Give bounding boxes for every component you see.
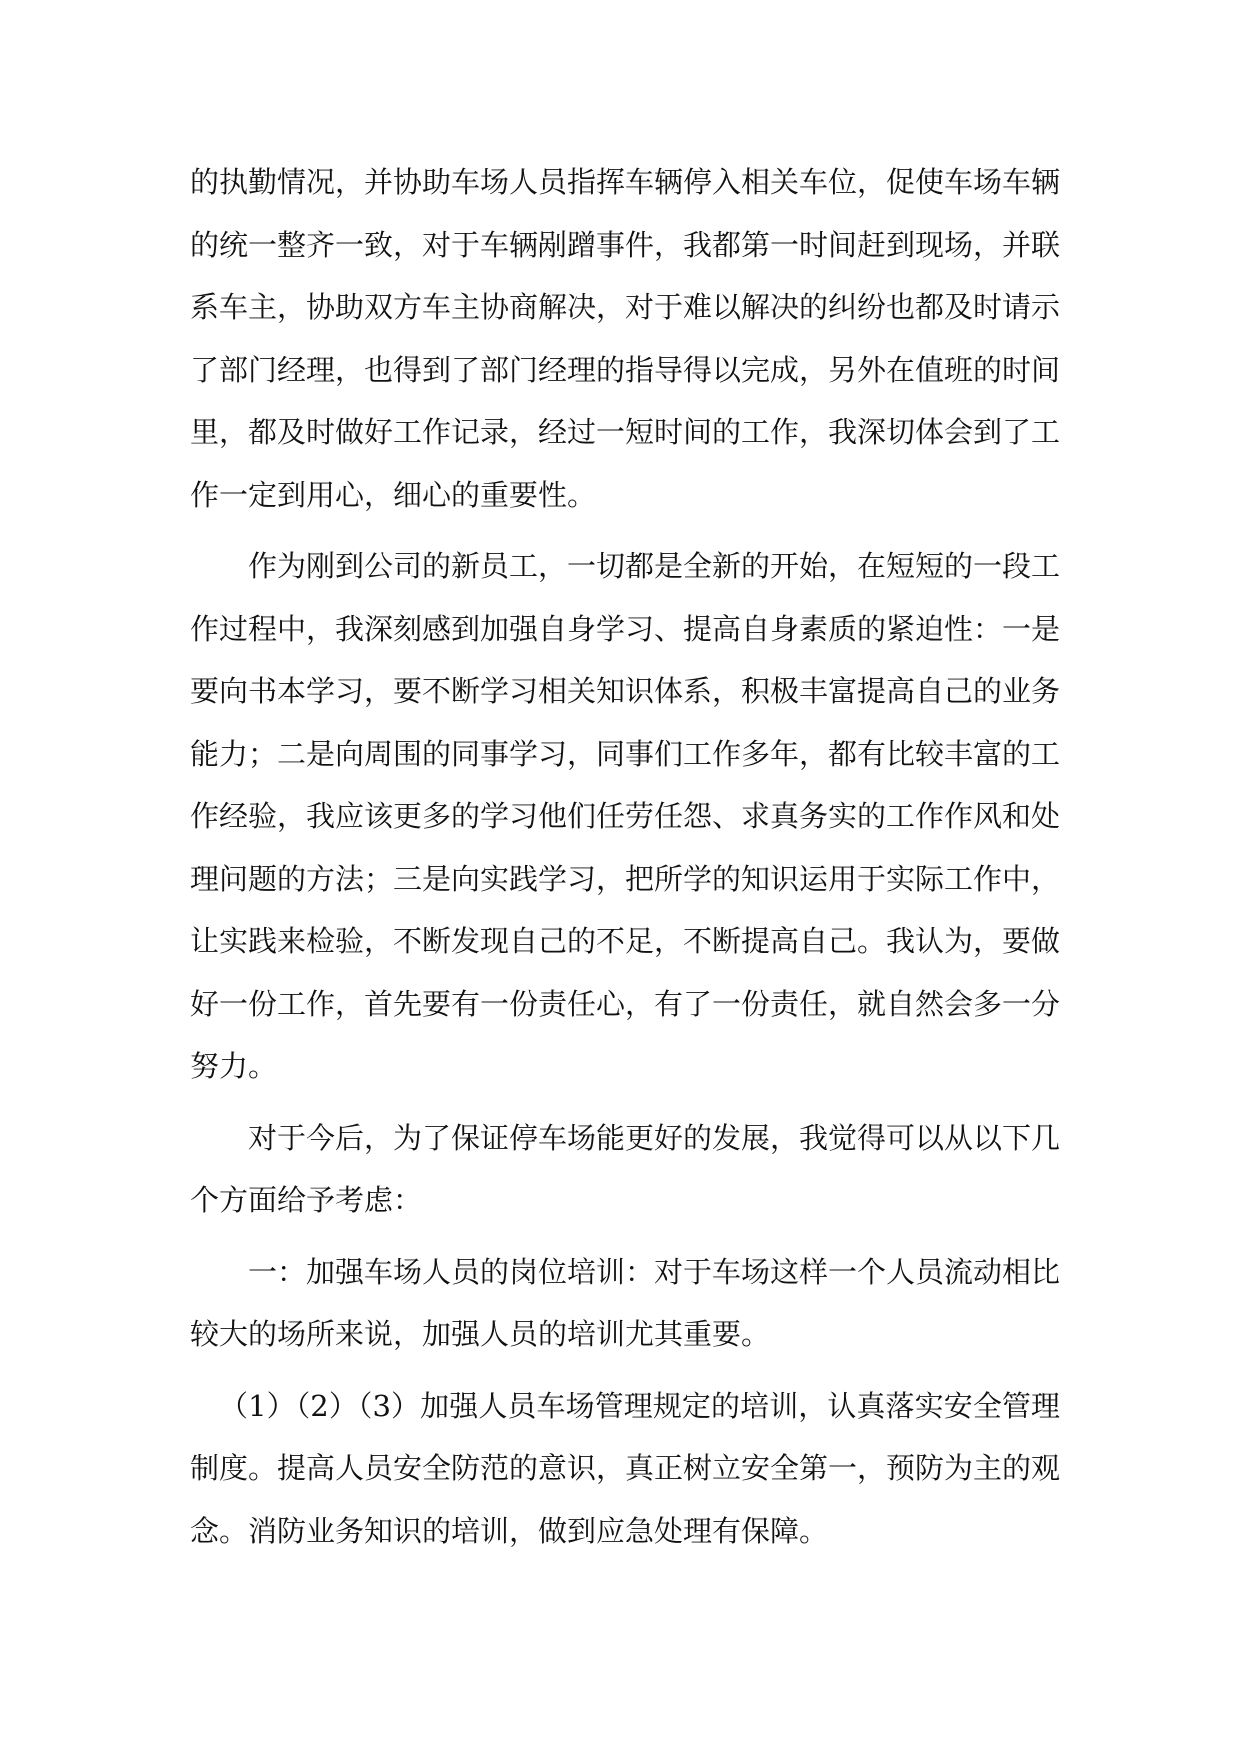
paragraph-new-employee: 作为刚到公司的新员工，一切都是全新的开始，在短短的一段工作过程中，我深刻感到加强自身学习、提高自身素质的紧迫性：一是要向书本学习，要不断学习相关知识体系，积极丰富提高自己的业务能力；二是向周围的同事学习，同事们工作多年，都有比较丰富的工作经验，我应该更多的学习他们任劳任怨、求真务实的工作作风和处理问题的方法；三是向实践学习，把所学的知识运用于实际工作中，让实践来检验，不断发现自己的不足，不断提高自己。我认为，要做好一份工作，首先要有一份责任心，有了一份责任，就自然会多一分努力。 — [190, 549, 1061, 1083]
document-body — [190, 151, 1060, 1571]
paragraph-training-items: （1）（2）（3）加强人员车场管理规定的培训，认真落实安全管理制度。提高人员安全防范的意识，真正树立安全第一，预防为主的观念。消防业务知识的培训，做到应急处理有保障。 — [190, 1388, 1061, 1548]
paragraph-training: 一：加强车场人员的岗位培训：对于车场这样一个人员流动相比较大的场所来说，加强人员的培训尤其重要。 — [190, 1254, 1061, 1351]
paragraph-future-plan: 对于今后，为了保证停车场能更好的发展，我觉得可以从以下几个方面给予考虑： — [190, 1120, 1061, 1217]
paragraph-continuation: 的执勤情况，并协助车场人员指挥车辆停入相关车位，促使车场车辆的统一整齐一致，对于车辆剐蹭事件，我都第一时间赶到现场，并联系车主，协助双方车主协商解决，对于难以解决的纠纷也都及时请示了部门经理，也得到了部门经理的指导得以完成，另外在值班的时间里，都及时做好工作记录，经过一短时间的工作，我深切体会到了工作一定到用心，细心的重要性。 — [190, 165, 1061, 512]
